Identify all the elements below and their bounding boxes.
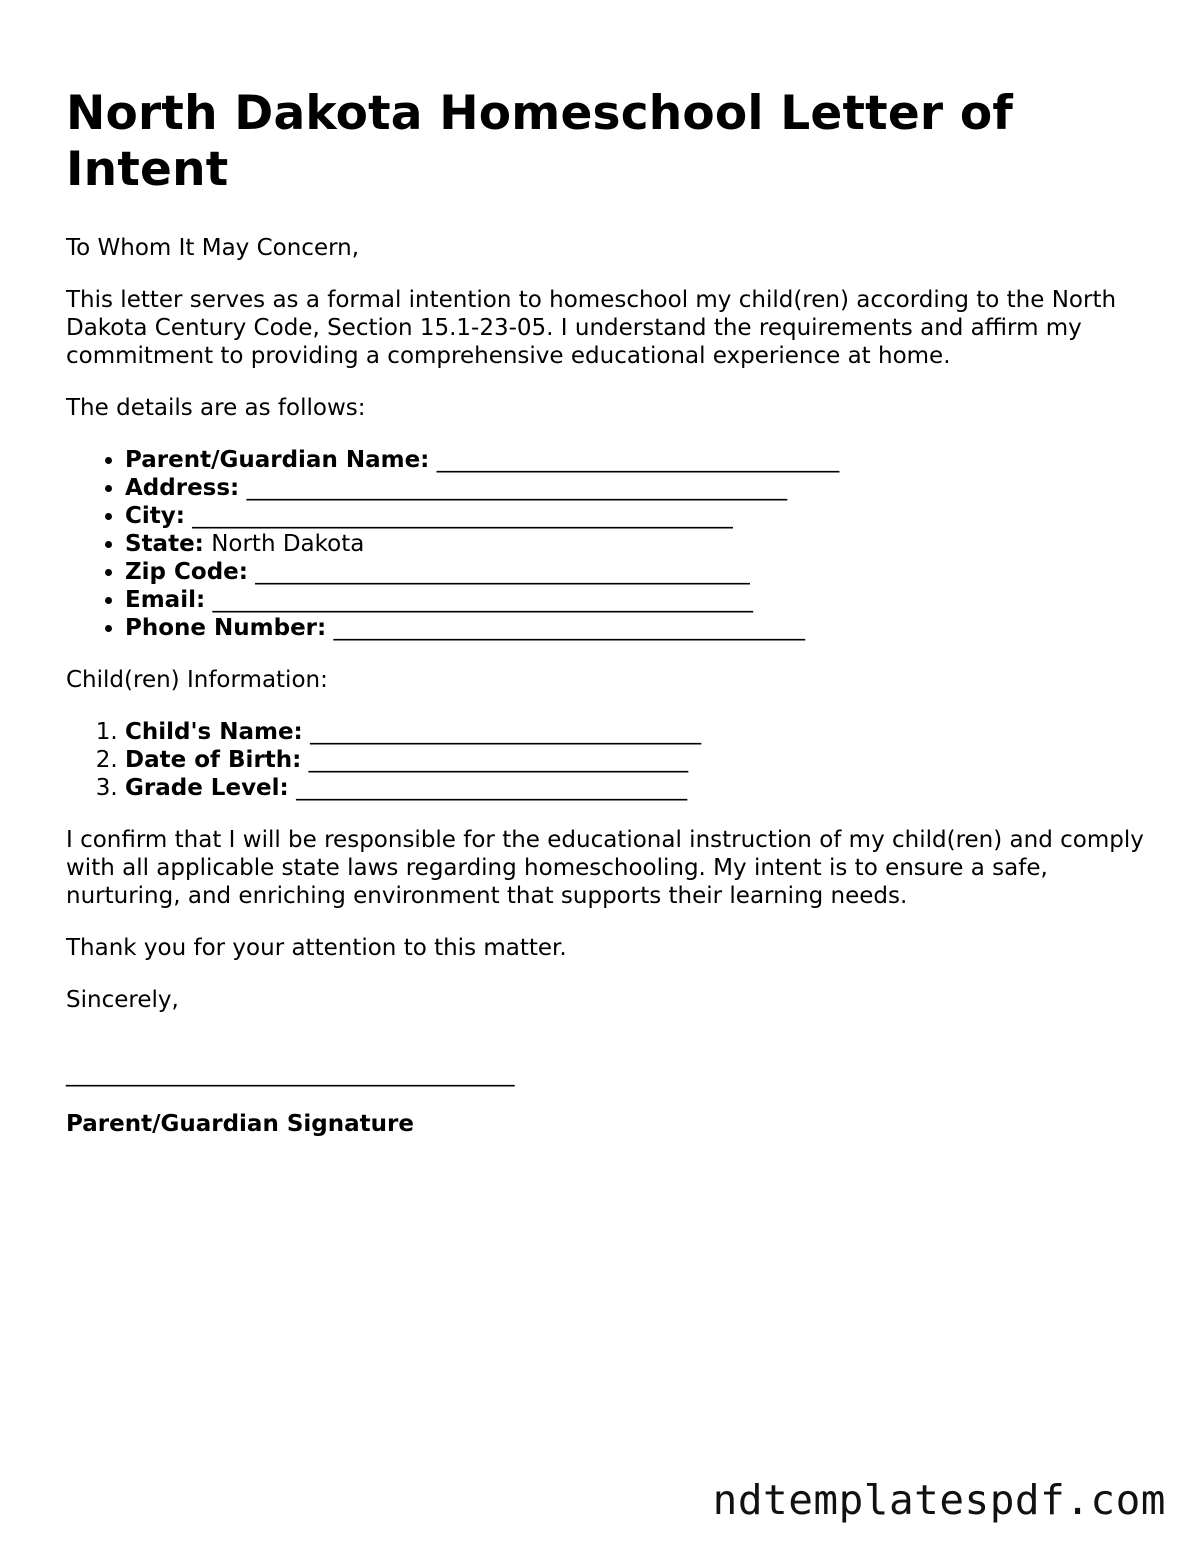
list-item-zip-code bbox=[125, 558, 1146, 586]
field-label: Parent/Guardian Name: bbox=[125, 447, 430, 473]
greeting: To Whom It May Concern, bbox=[66, 235, 360, 261]
field-label: Grade Level: bbox=[125, 775, 289, 801]
list-item-child-name bbox=[125, 718, 1146, 746]
children-intro: Child(ren) Information: bbox=[66, 667, 328, 693]
list-item-parent-name bbox=[125, 446, 1146, 474]
list-item-date-of-birth bbox=[125, 746, 1146, 774]
field-value: _________________________________________ bbox=[333, 615, 806, 641]
closing: Sincerely, bbox=[66, 987, 179, 1013]
field-value: _______________________________________________ bbox=[246, 475, 788, 501]
field-value: ___________________________________ bbox=[436, 447, 840, 473]
list-item-email bbox=[125, 586, 1146, 614]
letter-document bbox=[66, 86, 1146, 1138]
details-intro: The details are as follows: bbox=[66, 395, 366, 421]
field-label: State: bbox=[125, 531, 204, 557]
field-value: _______________________________________________ bbox=[192, 503, 733, 529]
confirmation-paragraph: I confirm that I will be responsible for the educational instruction of my child(ren) and comply with all applicable state laws regarding homeschooling. My intent is to ensure a safe, nurturing, and enriching environment that supports their learning needs. bbox=[66, 827, 1144, 909]
field-value: _______________________________________________ bbox=[212, 587, 753, 613]
signature-label: Parent/Guardian Signature bbox=[66, 1111, 414, 1137]
thanks-paragraph: Thank you for your attention to this matter. bbox=[66, 935, 567, 961]
watermark: ndtemplatespdf.com bbox=[712, 1476, 1166, 1524]
field-label: Phone Number: bbox=[125, 615, 327, 641]
list-item-grade-level bbox=[125, 774, 1146, 802]
field-value: ___________________________________________ bbox=[255, 559, 750, 585]
intro-paragraph: This letter serves as a formal intention to homeschool my child(ren) according to the North Dakota Century Code, Section 15.1-23-05. I understand the requirements and affirm my commitment to providing a comprehensive educational experience at home. bbox=[66, 287, 1117, 369]
field-label: Address: bbox=[125, 475, 240, 501]
list-item-state bbox=[125, 530, 1146, 558]
field-label: Child's Name: bbox=[125, 719, 303, 745]
parent-details-list bbox=[66, 446, 1146, 642]
field-value: __________________________________ bbox=[296, 775, 688, 801]
field-value: North Dakota bbox=[211, 531, 365, 557]
field-label: Zip Code: bbox=[125, 559, 248, 585]
field-label: Email: bbox=[125, 587, 206, 613]
field-value: _________________________________ bbox=[308, 747, 689, 773]
list-item-phone-number bbox=[125, 614, 1146, 642]
field-label: City: bbox=[125, 503, 185, 529]
list-item-city bbox=[125, 502, 1146, 530]
field-label: Date of Birth: bbox=[125, 747, 302, 773]
field-value: __________________________________ bbox=[310, 719, 702, 745]
signature-line: _______________________________________ bbox=[66, 1061, 515, 1087]
page-title: North Dakota Homeschool Letter of Intent bbox=[66, 86, 1013, 197]
child-details-list bbox=[66, 718, 1146, 802]
list-item-address bbox=[125, 474, 1146, 502]
